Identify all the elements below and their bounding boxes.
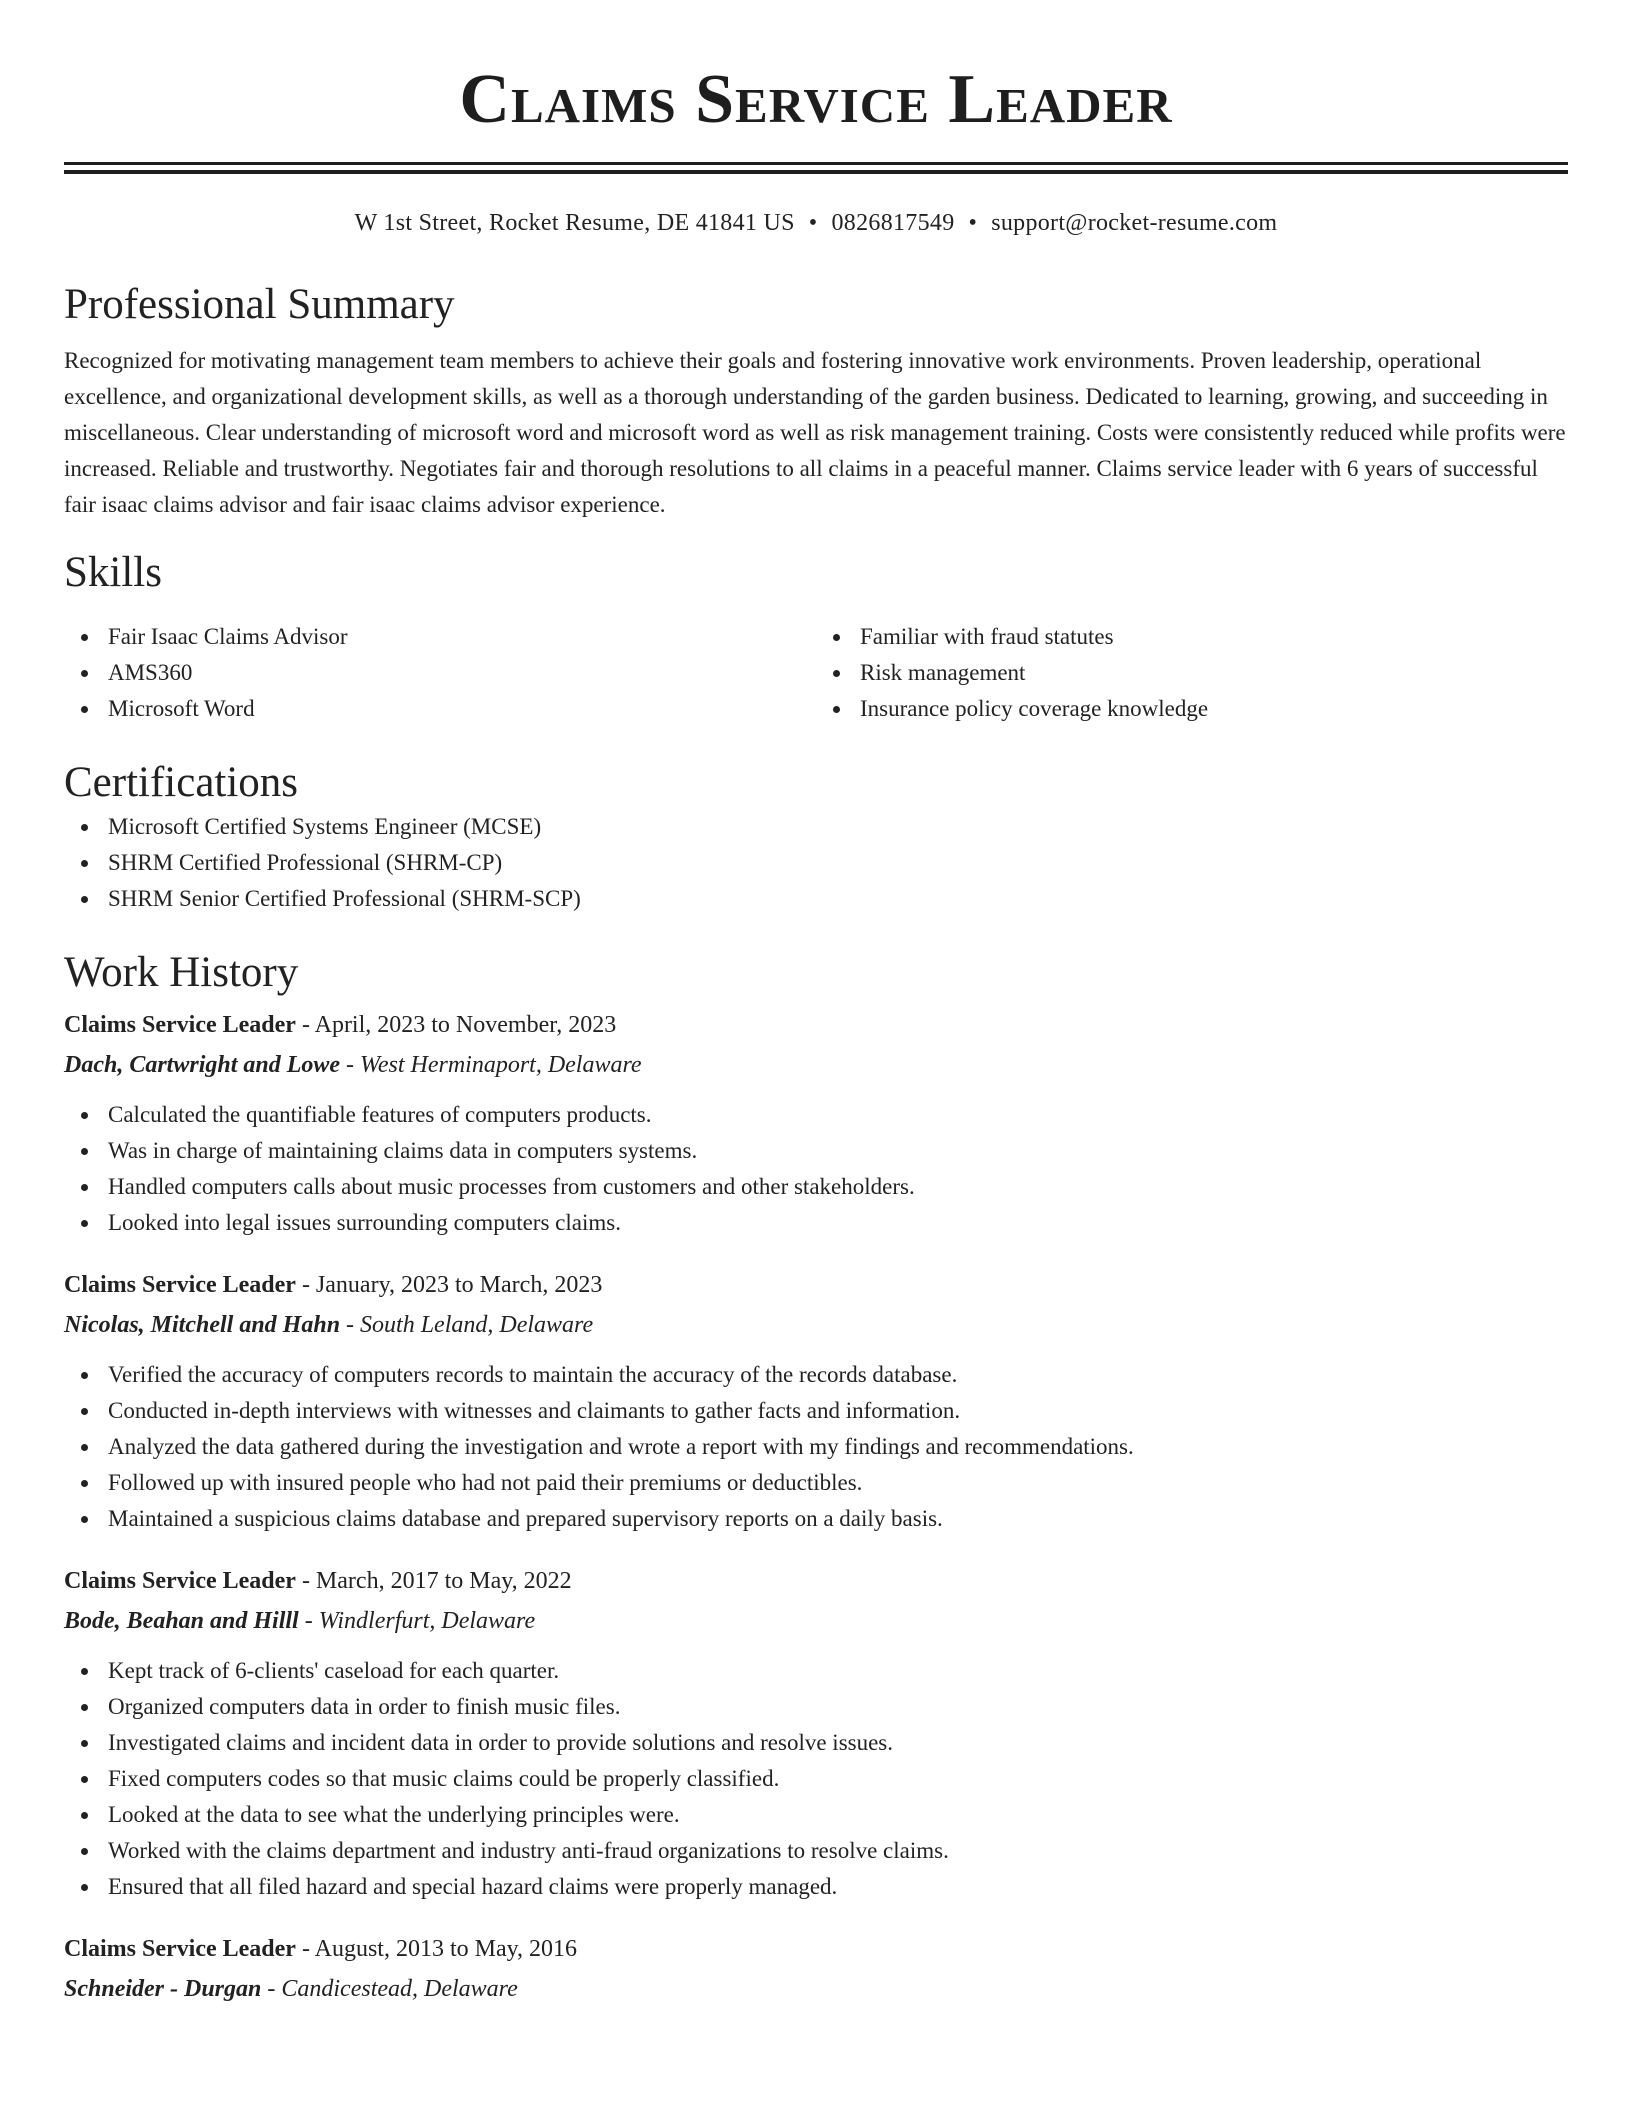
- bullet-icon: [81, 1220, 88, 1227]
- job-company-line: [64, 1307, 1568, 1343]
- job-bullet: [64, 1833, 1568, 1869]
- job-entry: [64, 1007, 1568, 1241]
- job-company-line: [64, 1603, 1568, 1639]
- bullet-icon: [81, 860, 88, 867]
- certifications-heading: Certifications: [64, 759, 299, 806]
- job-bullet: [64, 1097, 1568, 1133]
- skills-heading: Skills: [64, 549, 162, 596]
- job-bullet-text: Kept track of 6-clients' caseload for each quarter.: [108, 1658, 560, 1683]
- job-bullet: [64, 1761, 1568, 1797]
- certification-item: [64, 845, 1568, 881]
- bullet-icon: [81, 896, 88, 903]
- job-bullet-text: Looked at the data to see what the underlying principles were.: [108, 1802, 680, 1827]
- job-title: Claims Service Leader: [64, 1568, 296, 1594]
- job-bullet: [64, 1797, 1568, 1833]
- skills-list-left: [64, 619, 816, 727]
- job-bullet-text: Ensured that all filed hazard and special hazard claims were properly managed.: [108, 1874, 838, 1899]
- bullet-icon: [81, 1148, 88, 1155]
- job-entry: [64, 1931, 1568, 2007]
- job-company-line: [64, 1047, 1568, 1083]
- job-location: - Candicestead, Delaware: [267, 1976, 518, 2002]
- bullet-icon: [81, 1884, 88, 1891]
- certification-text: SHRM Senior Certified Professional (SHRM-SCP): [108, 886, 581, 911]
- job-company: Nicolas, Mitchell and Hahn: [64, 1312, 341, 1338]
- job-bullet-text: Was in charge of maintaining claims data in computers systems.: [108, 1138, 698, 1163]
- bullet-icon: [81, 1184, 88, 1191]
- skill-text: Fair Isaac Claims Advisor: [108, 624, 348, 649]
- job-dates: - August, 2013 to May, 2016: [301, 1936, 578, 1962]
- job-bullet-text: Fixed computers codes so that music claims could be properly classified.: [108, 1766, 780, 1791]
- job-company: Dach, Cartwright and Lowe: [64, 1052, 341, 1078]
- contact-line: [64, 207, 1568, 239]
- job-title: Claims Service Leader: [64, 1936, 296, 1962]
- skill-item: [816, 691, 1568, 727]
- bullet-icon: [81, 1776, 88, 1783]
- job-bullet: [64, 1725, 1568, 1761]
- certification-text: Microsoft Certified Systems Engineer (MCSE): [108, 814, 542, 839]
- job-bullets: [64, 1357, 1568, 1537]
- job-bullet: [64, 1501, 1568, 1537]
- job-entry: [64, 1267, 1568, 1537]
- bullet-icon: [81, 1112, 88, 1119]
- bullet-icon: [81, 1408, 88, 1415]
- contact-separator: •: [968, 210, 978, 236]
- job-bullet-text: Maintained a suspicious claims database and prepared supervisory reports on a daily basis.: [108, 1506, 943, 1531]
- certification-item: [64, 881, 1568, 917]
- contact-phone: 0826817549: [831, 210, 955, 236]
- job-bullet-text: Worked with the claims department and industry anti-fraud organizations to resolve claims.: [108, 1838, 949, 1863]
- skill-item: [64, 655, 816, 691]
- certifications-list: [64, 809, 1568, 917]
- job-bullet-text: Handled computers calls about music processes from customers and other stakeholders.: [108, 1174, 915, 1199]
- skill-item: [64, 691, 816, 727]
- job-bullet: [64, 1393, 1568, 1429]
- bullet-icon: [81, 1444, 88, 1451]
- summary-heading: Professional Summary: [64, 281, 455, 328]
- job-bullet: [64, 1169, 1568, 1205]
- job-title-line: [64, 1267, 1568, 1303]
- job-bullet: [64, 1205, 1568, 1241]
- bullet-icon: [81, 670, 88, 677]
- job-bullet-text: Looked into legal issues surrounding computers claims.: [108, 1210, 621, 1235]
- job-bullet: [64, 1653, 1568, 1689]
- title-divider: [64, 162, 1568, 174]
- job-location: - West Herminaport, Delaware: [346, 1052, 642, 1078]
- skill-item: [64, 619, 816, 655]
- bullet-icon: [81, 1372, 88, 1379]
- bullet-icon: [81, 634, 88, 641]
- job-bullet-text: Investigated claims and incident data in order to provide solutions and resolve issues.: [108, 1730, 894, 1755]
- skill-text: Risk management: [860, 660, 1026, 685]
- job-dates: - March, 2017 to May, 2022: [301, 1568, 572, 1594]
- job-location: - Windlerfurt, Delaware: [304, 1608, 536, 1634]
- skill-text: Insurance policy coverage knowledge: [860, 696, 1209, 721]
- job-dates: - January, 2023 to March, 2023: [301, 1272, 603, 1298]
- job-title: Claims Service Leader: [64, 1272, 296, 1298]
- job-bullet: [64, 1357, 1568, 1393]
- job-bullet-text: Analyzed the data gathered during the investigation and wrote a report with my findings and recommendations.: [108, 1434, 1134, 1459]
- bullet-icon: [81, 1812, 88, 1819]
- job-company: Schneider - Durgan: [64, 1976, 262, 2002]
- bullet-icon: [81, 1668, 88, 1675]
- bullet-icon: [833, 706, 840, 713]
- bullet-icon: [81, 824, 88, 831]
- job-title-line: [64, 1931, 1568, 1967]
- contact-email: support@rocket-resume.com: [991, 210, 1278, 236]
- skill-text: Microsoft Word: [108, 696, 255, 721]
- contact-address: W 1st Street, Rocket Resume, DE 41841 US: [354, 210, 795, 236]
- contact-separator: •: [808, 210, 818, 236]
- job-dates: - April, 2023 to November, 2023: [301, 1012, 617, 1038]
- bullet-icon: [81, 1848, 88, 1855]
- job-company: Bode, Beahan and Hilll: [64, 1608, 299, 1634]
- certification-item: [64, 809, 1568, 845]
- job-company-line: [64, 1971, 1568, 2007]
- skill-text: AMS360: [108, 660, 193, 685]
- skill-item: [816, 619, 1568, 655]
- bullet-icon: [81, 1740, 88, 1747]
- job-bullet: [64, 1465, 1568, 1501]
- job-title-line: [64, 1563, 1568, 1599]
- job-bullet-text: Organized computers data in order to finish music files.: [108, 1694, 621, 1719]
- bullet-icon: [81, 1480, 88, 1487]
- skill-item: [816, 655, 1568, 691]
- skill-text: Familiar with fraud statutes: [860, 624, 1114, 649]
- work-history-heading: Work History: [64, 949, 299, 996]
- skills-list-right: [816, 619, 1568, 727]
- job-title: Claims Service Leader: [64, 1012, 296, 1038]
- job-bullet-text: Conducted in-depth interviews with witnesses and claimants to gather facts and information.: [108, 1398, 961, 1423]
- bullet-icon: [833, 670, 840, 677]
- job-title-line: [64, 1007, 1568, 1043]
- job-bullet-text: Verified the accuracy of computers records to maintain the accuracy of the records database.: [108, 1362, 958, 1387]
- bullet-icon: [81, 1516, 88, 1523]
- resume-title: Claims Service Leader: [459, 61, 1173, 138]
- job-bullet-text: Followed up with insured people who had not paid their premiums or deductibles.: [108, 1470, 863, 1495]
- job-bullets: [64, 1653, 1568, 1905]
- skills-columns: [64, 619, 1568, 727]
- bullet-icon: [81, 1704, 88, 1711]
- job-bullet-text: Calculated the quantifiable features of computers products.: [108, 1102, 652, 1127]
- job-location: - South Leland, Delaware: [346, 1312, 594, 1338]
- certification-text: SHRM Certified Professional (SHRM-CP): [108, 850, 503, 875]
- bullet-icon: [833, 634, 840, 641]
- job-bullet: [64, 1429, 1568, 1465]
- job-bullet: [64, 1869, 1568, 1905]
- job-entry: [64, 1563, 1568, 1905]
- job-bullet: [64, 1133, 1568, 1169]
- job-bullet: [64, 1689, 1568, 1725]
- job-bullets: [64, 1097, 1568, 1241]
- summary-text: Recognized for motivating management team members to achieve their goals and fostering innovative work environments. Proven leadership, operational excellence, and organizational development skills, as well as a thorough understanding of the garden business. Dedicated to learning, growing, and succeeding in miscellaneous. Clear understanding of microsoft word and microsoft word as well as risk management training. Costs were consistently reduced while profits were increased. Reliable and trustworthy. Negotiates fair and thorough resolutions to all claims in a peaceful manner. Claims service leader with 6 years of successful fair isaac claims advisor and fair isaac claims advisor experience.: [64, 348, 1566, 517]
- bullet-icon: [81, 706, 88, 713]
